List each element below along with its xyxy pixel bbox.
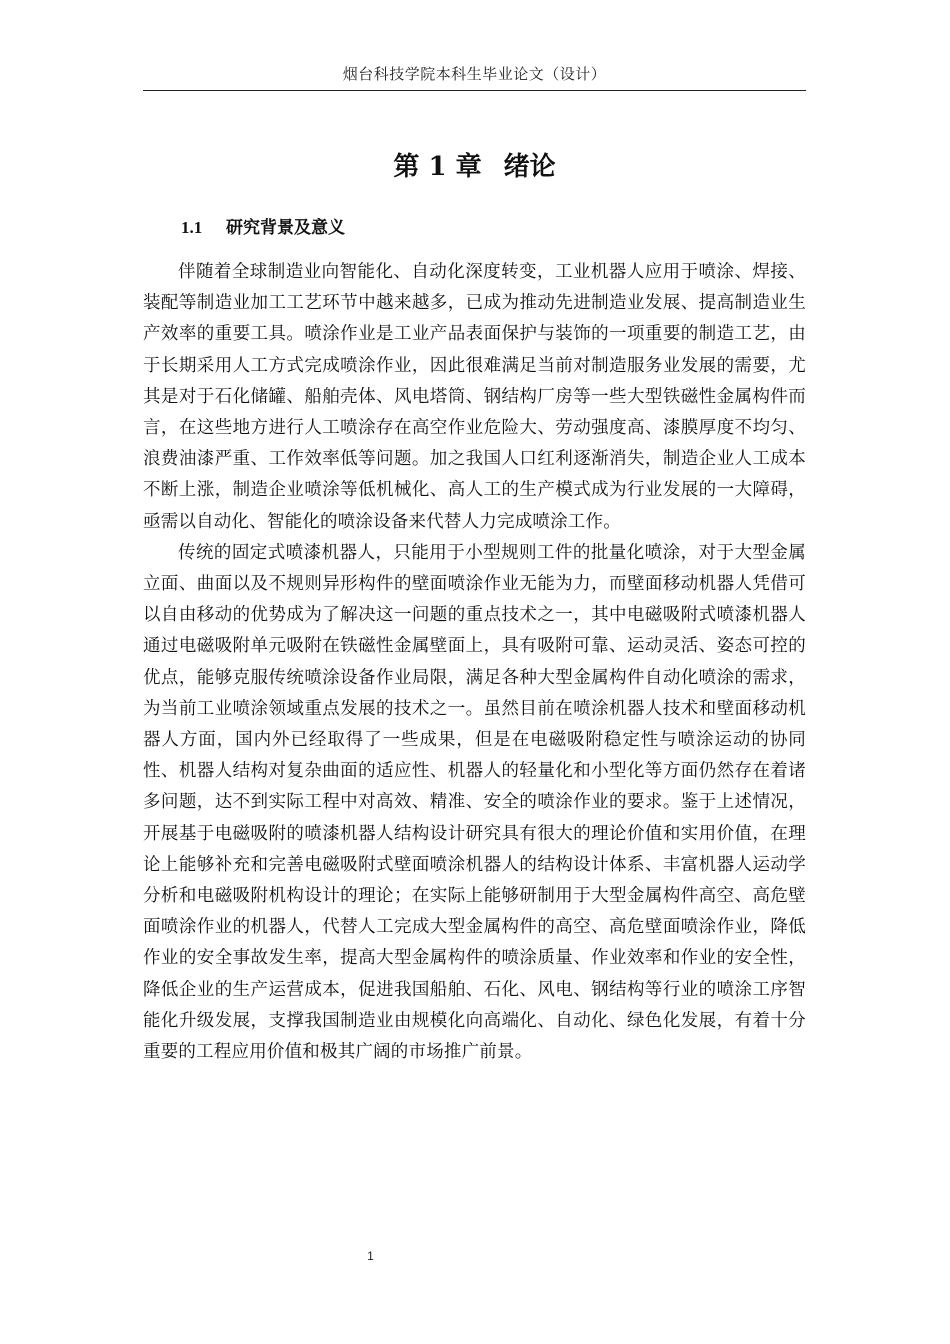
paragraph: 伴随着全球制造业向智能化、自动化深度转变，工业机器人应用于喷涂、焊接、装配等制造业加工工艺环节中越来越多，已成为推动先进制造业发展、提高制造业生产效率的重要工具。喷涂作业是工业产品表面保护与装饰的一项重要的制造工艺，由于长期采用人工方式完成喷涂作业，因此很难满足当前对制造服务业发展的需要，尤其是对于石化储罐、船舶壳体、风电塔筒、钢结构厂房等一些大型铁磁性金属构件而言，在这些地方进行人工喷涂存在高空作业危险大、劳动强度高、漆膜厚度不均匀、浪费油漆严重、工作效率低等问题。加之我国人口红利逐渐消失，制造企业人工成本不断上涨，制造企业喷涂等低机械化、高人工的生产模式成为行业发展的一大障碍，亟需以自动化、智能化的喷涂设备来代替人力完成喷涂工作。 bbox=[143, 262, 806, 532]
section-heading bbox=[181, 214, 345, 242]
section-number: 1.1 bbox=[181, 218, 203, 237]
header-text: 烟台科技学院本科生毕业论文（设计） bbox=[342, 65, 607, 83]
chapter-number: 第 1 章 bbox=[393, 152, 482, 182]
section-title: 研究背景及意义 bbox=[226, 218, 345, 238]
chapter-title bbox=[143, 148, 806, 186]
page-header bbox=[143, 62, 806, 91]
body-text bbox=[143, 257, 806, 1068]
page-number: 1 bbox=[367, 1249, 374, 1263]
paragraph: 传统的固定式喷漆机器人，只能用于小型规则工件的批量化喷涂，对于大型金属立面、曲面以及不规则异形构件的壁面喷涂作业无能为力，而壁面移动机器人凭借可以自由移动的优势成为了解决这一问题的重点技术之一，其中电磁吸附式喷漆机器人通过电磁吸附单元吸附在铁磁性金属壁面上，具有吸附可靠、运动灵活、姿态可控的优点，能够克服传统喷涂设备作业局限，满足各种大型金属构件自动化喷涂的需求，为当前工业喷涂领域重点发展的技术之一。虽然目前在喷涂机器人技术和壁面移动机器人方面，国内外已经取得了一些成果，但是在电磁吸附稳定性与喷涂运动的协同性、机器人结构对复杂曲面的适应性、机器人的轻量化和小型化等方面仍然存在着诸多问题，达不到实际工程中对高效、精准、安全的喷涂作业的要求。鉴于上述情况，开展基于电磁吸附的喷漆机器人结构设计研究具有很大的理论价值和实用价值，在理论上能够补充和完善电磁吸附式壁面喷涂机器人的结构设计体系、丰富机器人运动学分析和电磁吸附机构设计的理论；在实际上能够研制用于大型金属构件高空、高危壁面喷涂作业的机器人，代替人工完成大型金属构件的高空、高危壁面喷涂作业，降低作业的安全事故发生率，提高大型金属构件的喷涂质量、作业效率和作业的安全性，降低企业的生产运营成本，促进我国船舶、石化、风电、钢结构等行业的喷涂工序智能化升级发展，支撑我国制造业由规模化向高端化、自动化、绿色化发展，有着十分重要的工程应用价值和极其广阔的市场推广前景。 bbox=[143, 542, 806, 1063]
chapter-name: 绪论 bbox=[503, 152, 556, 182]
